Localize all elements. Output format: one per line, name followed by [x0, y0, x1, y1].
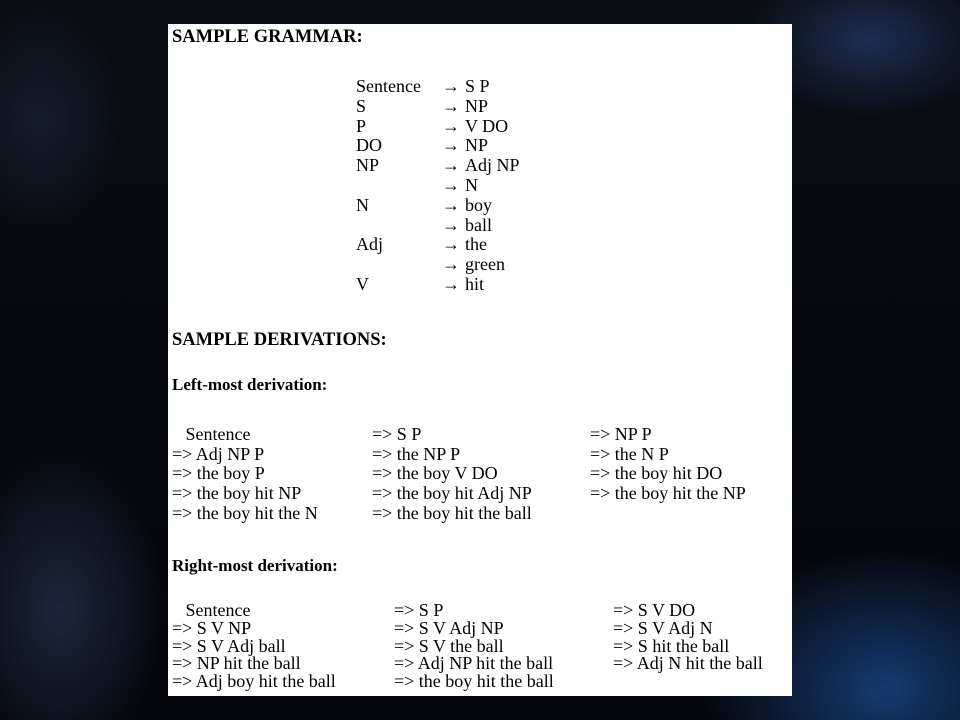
grammar-heading: SAMPLE GRAMMAR:	[172, 27, 363, 47]
right-arrow-icon: →	[442, 76, 460, 96]
derivation-step: => the boy hit the NP	[590, 483, 746, 504]
right-arrow-icon: →	[442, 115, 460, 136]
rule-production	[442, 274, 484, 294]
derivation-step: => Adj NP hit the ball	[394, 653, 554, 674]
derivation-step: => S V Adj ball	[172, 635, 286, 656]
rule-production	[442, 234, 487, 254]
rule-production	[442, 195, 492, 215]
rule-lhs: NP	[356, 155, 380, 176]
right-arrow-icon: →	[442, 135, 460, 156]
rule-production	[442, 254, 505, 274]
right-arrow-icon: →	[442, 274, 460, 294]
rule-lhs: N	[356, 194, 369, 215]
rule-lhs: P	[356, 115, 367, 136]
rule-production	[442, 76, 490, 96]
rule-rhs: Adj NP	[465, 155, 520, 176]
derivation-step: => S P	[372, 424, 422, 444]
derivation-step: => NP hit the ball	[172, 653, 301, 674]
derivation-step: Sentence	[172, 424, 251, 444]
rule-rhs: S P	[465, 76, 490, 96]
right-arrow-icon: →	[442, 214, 460, 235]
derivation-step: => Adj N hit the ball	[613, 653, 763, 674]
rule-production	[442, 96, 488, 116]
derivation-step: => the boy hit the ball	[372, 502, 532, 523]
derivation-step: => the boy hit NP	[172, 483, 302, 504]
derivation-step: => S V DO	[613, 600, 696, 620]
rule-production	[442, 215, 492, 235]
slide-content-panel	[168, 24, 792, 696]
rule-production	[442, 135, 488, 155]
derivation-step: => the boy V DO	[372, 463, 498, 484]
derivation-step: => S V the ball	[394, 635, 504, 656]
rule-rhs: green	[465, 254, 505, 275]
rule-rhs: NP	[465, 135, 489, 156]
right-arrow-icon: →	[442, 175, 460, 195]
right-arrow-icon: →	[442, 194, 460, 215]
derivation-step: Sentence	[172, 600, 251, 620]
rule-rhs: NP	[465, 95, 489, 116]
derivation-step: => S hit the ball	[613, 635, 730, 656]
derivation-step: => Adj boy hit the ball	[172, 671, 336, 692]
rule-rhs: N	[465, 175, 478, 195]
derivation-step: => the NP P	[372, 443, 461, 464]
rule-rhs: boy	[465, 194, 492, 215]
derivation-step: => the boy hit DO	[590, 463, 723, 484]
rule-production	[442, 155, 520, 175]
derivation-step: => the boy hit the N	[172, 502, 318, 523]
rule-lhs: DO	[356, 135, 382, 156]
rule-rhs: the	[465, 234, 487, 255]
derivation-step: => Adj NP P	[172, 443, 265, 464]
rule-lhs: Adj	[356, 234, 383, 255]
right-arrow-icon: →	[442, 234, 460, 255]
derivation-step: => the boy P	[172, 463, 265, 484]
derivation-step: => the boy hit the ball	[394, 671, 554, 692]
derivation-step: => S V NP	[172, 617, 252, 638]
rule-rhs: hit	[465, 274, 485, 294]
right-arrow-icon: →	[442, 155, 460, 176]
derivation-step: => the N P	[590, 443, 669, 464]
rightmost-derivation-title: Right-most derivation:	[172, 556, 338, 575]
rule-production	[442, 175, 478, 195]
derivations-heading: SAMPLE DERIVATIONS:	[172, 330, 387, 350]
rule-lhs: S	[356, 95, 367, 116]
right-arrow-icon: →	[442, 95, 460, 116]
derivation-step: => S V Adj N	[613, 617, 713, 638]
rule-production	[442, 116, 508, 136]
right-arrow-icon: →	[442, 254, 460, 275]
derivation-step: => NP P	[590, 424, 652, 444]
rule-lhs: Sentence	[356, 76, 421, 96]
rule-lhs: V	[356, 274, 369, 294]
rule-rhs: V DO	[465, 115, 509, 136]
derivation-step: => the boy hit Adj NP	[372, 483, 532, 504]
rule-rhs: ball	[465, 214, 492, 235]
derivation-step: => S V Adj NP	[394, 617, 504, 638]
derivation-step: => S P	[394, 600, 444, 620]
leftmost-derivation-title: Left-most derivation:	[172, 375, 328, 394]
